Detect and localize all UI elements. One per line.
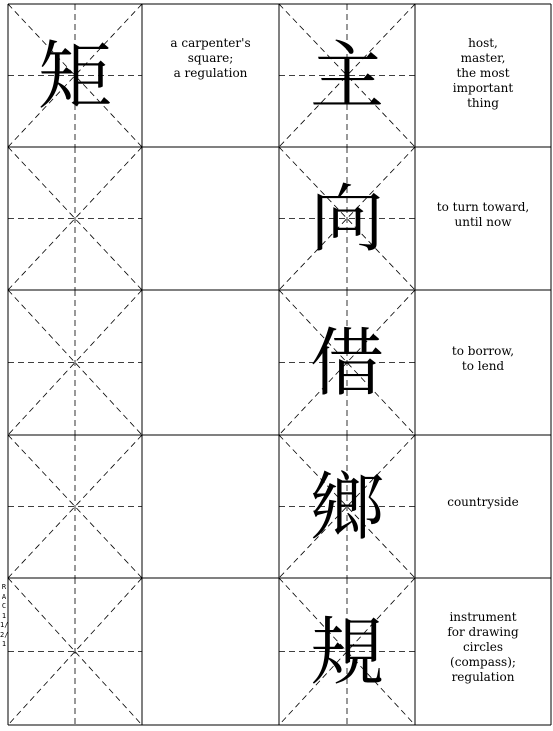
gloss-text: to turn toward, until now: [436, 199, 530, 229]
gloss-text: a carpenter's square; a regulation: [170, 36, 251, 80]
side-code: RAC 11/2/1: [0, 583, 9, 648]
hanzi-character: 矩: [38, 33, 112, 120]
hanzi-character: 向: [310, 176, 384, 263]
hanzi-character: 借: [310, 320, 384, 407]
hanzi-character: 鄉: [310, 464, 384, 551]
gloss-text: to borrow, to lend: [451, 343, 515, 373]
gloss-text: countryside: [447, 495, 519, 509]
hanzi-character: 規: [310, 609, 384, 696]
gloss-text: instrument for drawing circles (compass); regulation: [447, 610, 519, 684]
characters: [38, 34, 384, 696]
gloss-text: host, master, the most important thing: [452, 36, 514, 110]
hanzi-character: 主: [310, 33, 384, 120]
